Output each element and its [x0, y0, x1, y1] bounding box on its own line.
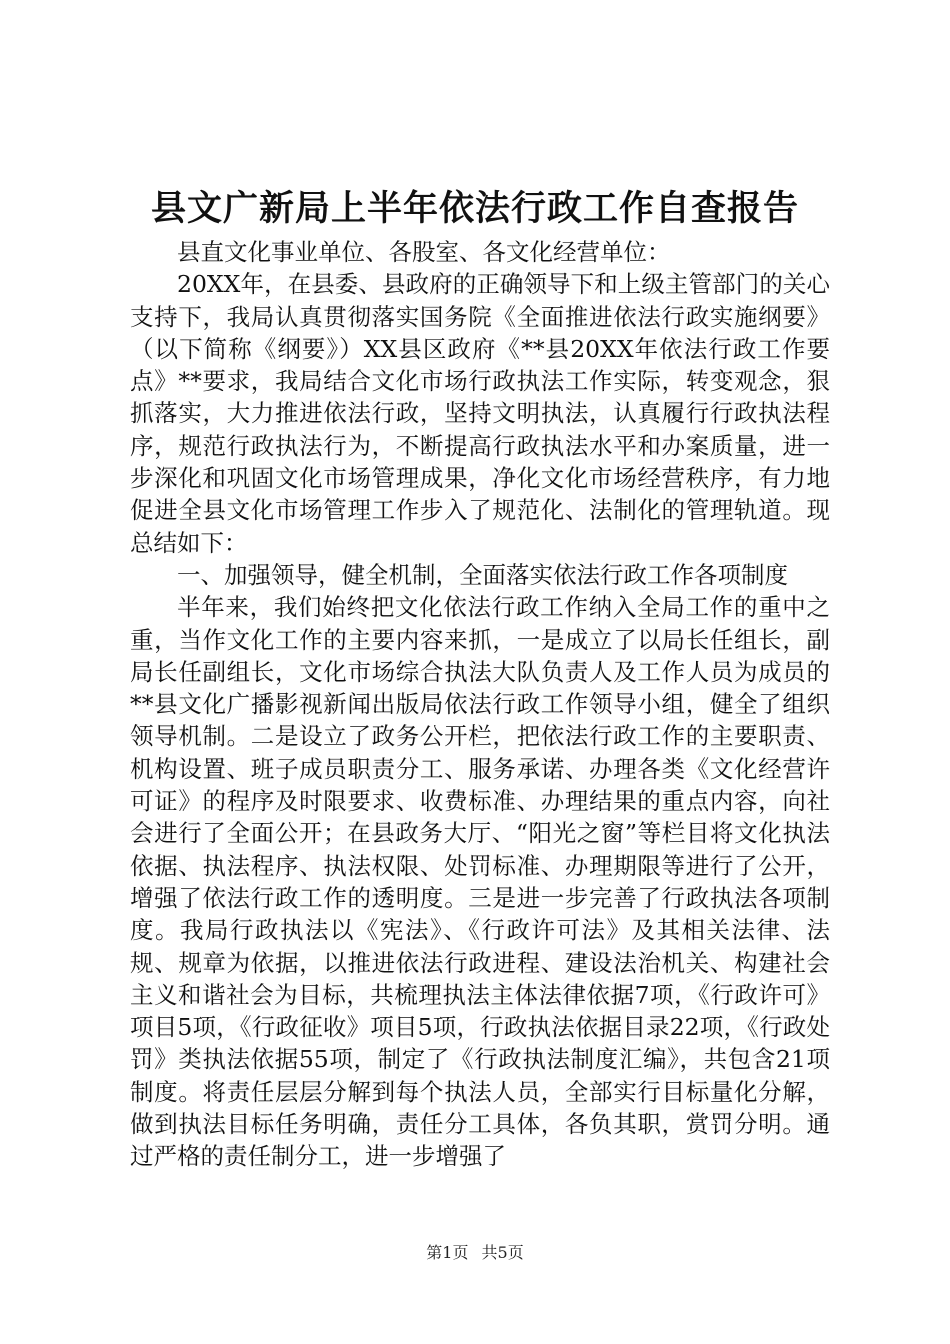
body-paragraph: 半年来，我们始终把文化依法行政工作纳入全局工作的重中之重，当作文化工作的主要内容来抓，一是成立了以局长任组长，副局长任副组长，文化市场综合执法大队负责人及工作人员为成员的**县文化广播影视新闻出版局依法行政工作领导小组，健全了组织领导机制。二是设立了政务公开栏，把依法行政工作的主要职责、机构设置、班子成员职责分工、服务承诺、办理各类《文化经营许可证》的程序及时限要求、收费标准、办理结果的重点内容，向社会进行了全面公开；在县政务大厅、“阳光之窗”等栏目将文化执法依据、执法程序、执法权限、处罚标准、办理期限等进行了公开，增强了依法行政工作的透明度。三是进一步完善了行政执法各项制度。我局行政执法以《宪法》、《行政许可法》及其相关法律、法规、规章为依据，以推进依法行政进程、建设法治机关、构建社会主义和谐社会为目标，共梳理执法主体法律依据7项，《行政许可》项目5项，《行政征收》项目5项，行政执法依据目录22项，《行政处罚》类执法依据55项，制定了《行政执法制度汇编》，共包含21项制度。将责任层层分解到每个执法人员，全部实行目标量化分解，做到执法目标任务明确，责任分工具体，各负其职，赏罚分明。通过严格的责任制分工，进一步增强了	[130, 593, 830, 1171]
page-number: 第1页	[426, 1243, 469, 1262]
salutation-paragraph: 县直文化事业单位、各股室、各文化经营单位：	[177, 238, 671, 266]
document-body	[130, 236, 830, 1173]
page-footer	[0, 1241, 950, 1265]
document-title: 县文广新局上半年依法行政工作自查报告	[150, 188, 799, 229]
page-total: 共5页	[481, 1243, 524, 1262]
intro-paragraph: 20XX年，在县委、县政府的正确领导下和上级主管部门的关心支持下，我局认真贯彻落实国务院《全面推进依法行政实施纲要》（以下简称《纲要》）XX县区政府《**县20XX年依法行政工作要点》**要求，我局结合文化市场行政执法工作实际，转变观念，狠抓落实，大力推进依法行政，坚持文明执法，认真履行行政执法程序，规范行政执法行为，不断提高行政执法水平和办案质量，进一步深化和巩固文化市场管理成果，净化文化市场经营秩序，有力地促进全县文化市场管理工作步入了规范化、法制化的管理轨道。现总结如下：	[130, 270, 830, 557]
section-heading: 一、加强领导，健全机制，全面落实依法行政工作各项制度	[177, 560, 788, 589]
